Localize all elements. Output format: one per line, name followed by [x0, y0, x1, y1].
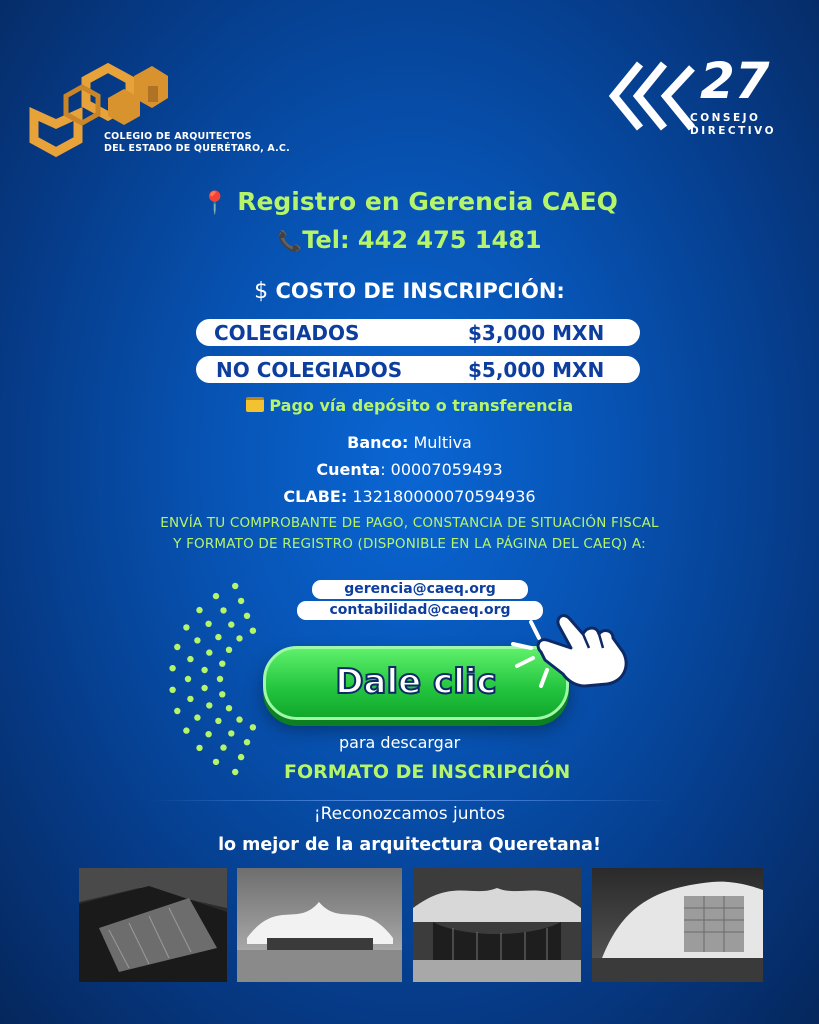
decoration-dot [196, 607, 202, 613]
decoration-dot [220, 607, 226, 613]
decoration-dot [236, 716, 242, 722]
decoration-dot [196, 745, 202, 751]
instructions-line2: Y FORMATO DE REGISTRO (DISPONIBLE EN LA PÁGINA DEL CAEQ) A: [173, 536, 646, 552]
decoration-dot [169, 687, 175, 693]
decoration-dot [244, 739, 250, 745]
decoration-dot [194, 637, 200, 643]
pago-text: Pago vía depósito o transferencia [269, 396, 574, 415]
price-row-label: COLEGIADOS [214, 321, 360, 345]
dollar-icon: $ [254, 279, 269, 304]
decoration-dot [219, 661, 225, 667]
directivo-word: DIRECTIVO [690, 125, 777, 137]
decoration-dot [232, 583, 238, 589]
decoration-dot [250, 628, 256, 634]
banco-label: Banco: [347, 433, 409, 452]
footer-line1: ¡Reconozcamos juntos [313, 804, 506, 824]
decoration-dot [244, 613, 250, 619]
phone-line[interactable] [0, 226, 819, 254]
decoration-dot [194, 714, 200, 720]
org-name-line2: DEL ESTADO DE QUERÉTARO, A.C. [104, 143, 290, 154]
decoration-dot [236, 635, 242, 641]
decoration-dot [174, 644, 180, 650]
credit-card-icon [246, 397, 264, 412]
costo-title [0, 279, 819, 304]
phone-number[interactable]: Tel: 442 475 1481 [302, 226, 542, 254]
decoration-dot [187, 656, 193, 662]
consejo-word: CONSEJO [690, 112, 761, 124]
decoration-dot [201, 667, 207, 673]
pago-line [0, 396, 819, 415]
decoration-dot [213, 593, 219, 599]
price-row-label: NO COLEGIADOS [216, 358, 403, 382]
org-name [104, 131, 290, 155]
price-row-value: $3,000 MXN [468, 321, 605, 345]
clabe-label: CLABE: [283, 487, 348, 506]
decoration-dot [228, 621, 234, 627]
decoration-dot [187, 696, 193, 702]
consejo-number: 27 [700, 52, 770, 110]
dale-clic-label: Dale clic [335, 662, 497, 702]
instructions-line1: ENVÍA TU COMPROBANTE DE PAGO, CONSTANCIA DE SITUACIÓN FISCAL [160, 515, 659, 531]
decoration-dot [215, 634, 221, 640]
decoration-dot [238, 598, 244, 604]
decoration-dot [205, 621, 211, 627]
decoration-dot [219, 691, 225, 697]
decoration-dot [217, 676, 223, 682]
decoration-dot [238, 754, 244, 760]
decoration-dot [206, 702, 212, 708]
banco-value: Multiva [408, 433, 472, 452]
divider [150, 800, 670, 801]
clabe-line [0, 487, 819, 506]
para-descargar: para descargar [339, 733, 461, 752]
email-contabilidad[interactable]: contabilidad@caeq.org [297, 601, 543, 620]
decoration-dot [215, 718, 221, 724]
cuenta-value: : 00007059493 [380, 460, 503, 479]
org-name-line1: COLEGIO DE ARQUITECTOS [104, 131, 252, 142]
email-gerencia[interactable]: gerencia@caeq.org [312, 580, 528, 599]
architecture-photo-4 [592, 868, 763, 982]
price-row-colegiados [196, 319, 640, 346]
decoration-dot [220, 744, 226, 750]
decoration-dot [201, 685, 207, 691]
consejo-words [690, 112, 776, 138]
instructions [0, 513, 819, 555]
architecture-photo-1 [79, 868, 227, 982]
location-pin-icon: 📍 [201, 191, 229, 216]
decoration-dot [250, 724, 256, 730]
clabe-value: 132180000070594936 [347, 487, 536, 506]
decoration-dot [183, 727, 189, 733]
consejo-logo-icon [600, 58, 700, 138]
decoration-dot [169, 665, 175, 671]
registro-line [0, 187, 819, 216]
price-row-no-colegiados [196, 356, 640, 383]
decoration-dot [205, 731, 211, 737]
price-row-value: $5,000 MXN [468, 358, 605, 382]
decoration-dot [185, 676, 191, 682]
cuenta-line [0, 460, 819, 479]
footer-line2: lo mejor de la arquitectura Queretana! [218, 835, 601, 855]
decoration-dot [206, 649, 212, 655]
architecture-photo-2 [237, 868, 402, 982]
formato-inscripcion-link[interactable]: FORMATO DE INSCRIPCIÓN [284, 761, 571, 783]
pointing-hand-icon [505, 586, 635, 696]
registro-text: Registro en Gerencia CAEQ [237, 187, 618, 216]
banco-line [0, 433, 819, 452]
decoration-dot [228, 730, 234, 736]
phone-icon: 📞 [277, 229, 303, 253]
decoration-dot [232, 769, 238, 775]
decoration-dot [174, 708, 180, 714]
architecture-photo-3 [413, 868, 581, 982]
cuenta-label: Cuenta [316, 460, 381, 479]
costo-title-text: COSTO DE INSCRIPCIÓN: [275, 279, 565, 303]
decoration-dot [226, 647, 232, 653]
decoration-dot [226, 705, 232, 711]
decoration-dot [213, 759, 219, 765]
decoration-dot [183, 624, 189, 630]
